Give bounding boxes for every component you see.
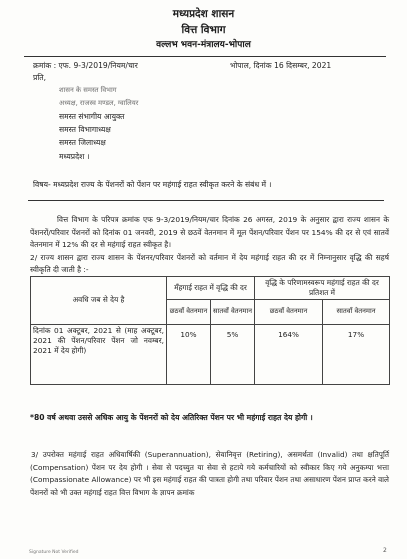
table-header-period: अवधि जब से देय है — [31, 277, 167, 325]
header-rule — [24, 56, 386, 57]
subject-rule — [28, 200, 384, 201]
table-header-sixth: छठवाँ वेतनमान — [255, 299, 323, 324]
paragraph-1: वित्त विभाग के परिपत्र क्रमांक एफ 9-3/2019/नियम/चार दिनांक 26 अगस्त, 2019 के अनुसार द्वारा राज्य शासन के पेंशनरों/परिवार पेंशनरों को दिनांक 01 जनवरी, 2019 से छठवें वेतनमान में मूल पेंशन/परिवार पेंशन पर 154% की दर से एवं सातवें वेतनमान में 12% की दर से महंगाई राहत स्वीकृत है। — [30, 215, 389, 249]
paragraph-2: 2/ राज्य शासन द्वारा राज्य शासन के पेंशनर/परिवार पेंशनरों को वर्तमान में देय महंगाई राहत की दर में निम्नानुसार वृद्धि की सहर्ष स्वीकृति दी जाती है :- — [30, 253, 389, 274]
recipient-item: मध्यप्रदेश । — [59, 152, 90, 161]
table-header-increase: मँहगाई राहत में वृद्धि की दर — [167, 277, 255, 300]
table-cell-increase-sixth: 10% — [167, 324, 211, 384]
table-header-seventh: सातवाँ वेतनमान — [323, 299, 390, 324]
order-date: भोपाल, दिनांक 16 दिसम्बर, 2021 — [230, 61, 332, 70]
subject-line: विषय- मध्यप्रदेश राज्य के पेंशनरों को पेंशन पर महंगाई राहत स्वीकृत करने के संबंध में । — [33, 180, 272, 189]
recipient-item: समस्त संभागीय आयुक्त — [59, 112, 125, 121]
letterhead-department: वित्त विभाग — [181, 24, 226, 36]
page-number: 2 — [383, 547, 387, 554]
recipients-prefix: प्रति, — [33, 73, 47, 82]
footer-note: Signature Not Verified — [29, 550, 79, 555]
paragraph-3: 3/ उपरोक्त महंगाई राहत अधिवार्षिकी (Superannuation), सेवानिवृत्त (Retiring), असमर्थता (Invalid) तथा क्षतिपूर्ति (Compensation) पेंशन पर देय होगी । सेवा से पदच्युत या सेवा से हटाये गये कर्मचारियों को स्वीकार किए गये अनुकम्पा भत्ता (Compassionate Allowance) पर भी इस महंगाई राहत की पात्रता होगी तथा परिवार पेंशन तथा असाधारण पेंशन प्राप्त करने वाले पेंशनरों को भी उक्त महंगाई राहत वित्त विभाग के ज्ञापन क्रमांक — [30, 450, 389, 498]
table-header-sixth: छठवाँ वेतनमान — [167, 299, 211, 324]
recipient-item: समस्त जिलाध्यक्ष — [59, 138, 106, 147]
note-80-plus: *80 वर्ष अथवा उससे अधिक आयु के पेंशनरों को देय अतिरिक्त पेंशन पर भी महंगाई राहत देय होगी । — [30, 413, 313, 422]
recipient-item: अध्यक्ष, राजस्व मण्डल, ग्वालियर — [59, 99, 139, 107]
table-header-total: वृद्धि के परिणामस्वरूप महंगाई राहत की दर प्रतिशत में — [255, 277, 390, 300]
table-cell-total-seventh: 17% — [323, 324, 390, 384]
da-rate-table — [30, 276, 390, 385]
order-number: क्रमांक : एफ. 9-3/2019/नियम/चार — [33, 61, 138, 70]
recipient-item: समस्त विभागाध्यक्ष — [59, 125, 111, 134]
table-header-seventh: सातवाँ वेतनमान — [211, 299, 255, 324]
table-cell-total-sixth: 164% — [255, 324, 323, 384]
table-cell-period: दिनांक 01 अक्टूबर, 2021 से (माह अक्टूबर, 2021 की पेंशन/परिवार पेंशन जो नवम्बर, 2021 में देय होगी) — [31, 324, 167, 384]
table-cell-increase-seventh: 5% — [211, 324, 255, 384]
recipient-item: शासन के समस्त विभाग — [59, 86, 117, 94]
letterhead-address: वल्लभ भवन-मंत्रालय-भोपाल — [156, 40, 251, 50]
letterhead-state: मध्यप्रदेश शासन — [172, 8, 235, 20]
